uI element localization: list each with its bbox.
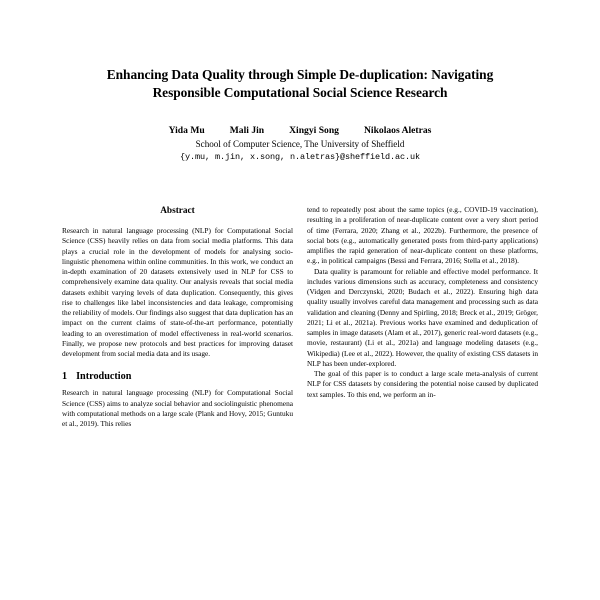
left-column xyxy=(62,205,293,600)
two-column-body xyxy=(62,205,538,600)
affiliation-line: School of Computer Science, The University of Sheffield xyxy=(195,139,405,149)
author-email-line: {y.mu, m.jin, x.song, n.aletras}@sheffield.ac.uk xyxy=(179,152,421,163)
title-line-2: Responsible Computational Social Science Research xyxy=(152,84,448,100)
page-title xyxy=(62,66,538,101)
title-line-1: Enhancing Data Quality through Simple De-duplication: Navigating xyxy=(106,67,494,82)
author-block xyxy=(62,124,538,164)
right-column-paragraph-2: Data quality is paramount for reliable and effective model performance. It includes various dimensions such as accuracy, completeness and consistency (Vidgen and Derczynski, 2020; Budach et al., 2022). Ensuring high data quality usually involves careful data management and processing such as data validation and cleaning (Denny and Spirling, 2018; Breck et al., 2019; Gröger, 2021; Li et al., 2021a). Previous works have examined and deduplication of samples in image datasets (Alam et al., 2017), generic real-word datasets (e.g., movie, restaurant) (Li et al., 2021a) and language modeling datasets (e.g., Wikipedia) (Lee et al., 2022). However, the quality of existing CSS datasets in NLP has been under-explored. xyxy=(307,266,538,368)
right-column-paragraph-3: The goal of this paper is to conduct a large scale meta-analysis of current NLP for CSS datasets by considering the potential noise caused by duplicated text samples. To this end, we perform an in- xyxy=(307,369,538,399)
title-block xyxy=(62,66,538,101)
abstract-text: Research in natural language processing (NLP) for Computational Social Science (CSS) heavily relies on data from social media platforms. This data plays a crucial role in the development of models for analysing socio-linguistic phenomena within online communities. In this work, we conduct an in-depth examination of 20 datasets extensively used in NLP for CSS to comprehensively examine data quality. Our analysis reveals that social media datasets exhibit varying levels of data duplication. Consequently, this gives rise to challenges like label inconsistencies and data leakage, compromising the reliability of models. Our findings also suggest that data duplication has an impact on the current claims of state-of-the-art performance, potentially leading to an overestimation of model effectiveness in real-world scenarios. Finally, we propose new protocols and best practices for improving dataset development from social media data and its usage. xyxy=(62,226,293,358)
author-name: Yida Mu xyxy=(168,125,205,136)
author-name-list xyxy=(62,124,538,137)
abstract-heading: Abstract xyxy=(160,206,195,216)
intro-paragraph: Research in natural language processing (NLP) for Computational Social Science (CSS) aims to analyze social behavior and sociolinguistic phenomena with computational methods on a large scale (Plank and Hovy, 2015; Guntuku et al., 2019). This relies xyxy=(62,388,293,428)
section-number: 1 xyxy=(62,371,68,383)
author-name: Mali Jin xyxy=(229,125,265,136)
author-name: Nikolaos Aletras xyxy=(363,125,432,136)
author-name: Xingyi Song xyxy=(289,125,339,136)
section-heading-introduction xyxy=(62,370,293,383)
section-title: Introduction xyxy=(76,371,132,383)
right-column-continued-paragraph: tend to repeatedly post about the same topics (e.g., COVID-19 vaccination), resulting in a proliferation of near-duplicate content over a very short period of time (Ferrara, 2020; Zhang et al., 2022b). Furthermore, the presence of social bots (e.g., automatically generated posts from third-party applications) amplifies the rapid generation of near-duplicate content on these platforms, e.g., in political campaigns (Bessi and Ferrara, 2016; Stella et al., 2018). xyxy=(307,205,538,266)
right-column xyxy=(307,205,538,600)
